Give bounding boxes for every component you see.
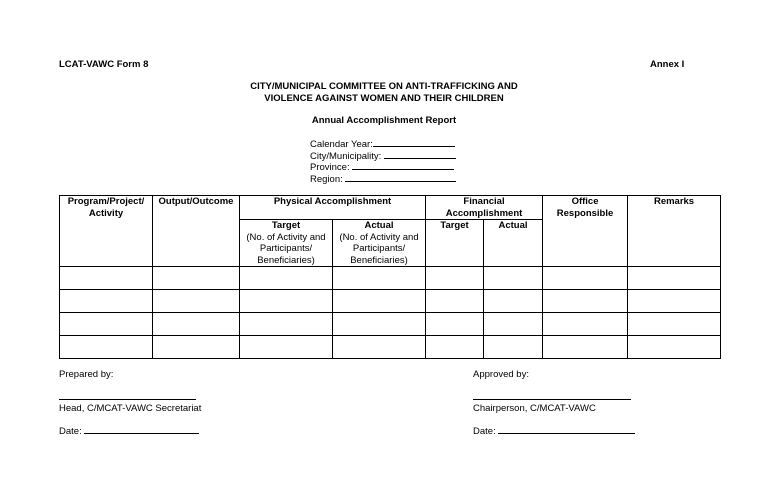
table-cell[interactable] [333,267,426,290]
table-cell[interactable] [628,267,721,290]
header-physical: Physical Accomplishment [240,196,426,220]
city-label: City/Municipality: [310,150,382,162]
table-cell[interactable] [60,336,153,359]
approved-date-field[interactable] [473,425,635,437]
prepared-by-label: Prepared by: [59,369,114,380]
table-cell[interactable] [60,313,153,336]
table-cell[interactable] [543,313,628,336]
table-cell[interactable] [484,336,543,359]
approved-date-line [498,425,635,434]
table-row [60,336,721,359]
table-cell[interactable] [543,336,628,359]
table-cell[interactable] [628,336,721,359]
table-cell[interactable] [426,267,484,290]
table-cell[interactable] [240,267,333,290]
header-phys-actual: Actual (No. of Activity and Participants/ Beneficiaries) [333,220,426,267]
table-cell[interactable] [484,267,543,290]
prepared-role: Head, C/MCAT-VAWC Secretariat [59,403,202,414]
table-cell[interactable] [153,290,240,313]
table-cell[interactable] [333,336,426,359]
committee-title-line1: CITY/MUNICIPAL COMMITTEE ON ANTI-TRAFFICKING AND [250,81,518,92]
form-id: LCAT-VAWC Form 8 [59,59,149,70]
approved-role: Chairperson, C/MCAT-VAWC [473,403,596,414]
table-cell[interactable] [543,290,628,313]
header-program: Program/Project/ Activity [60,196,153,267]
table-cell[interactable] [543,267,628,290]
table-cell[interactable] [333,290,426,313]
prepared-signature-line[interactable] [59,399,196,400]
table-cell[interactable] [426,290,484,313]
header-output: Output/Outcome [153,196,240,267]
table-cell[interactable] [240,313,333,336]
table-cell[interactable] [153,267,240,290]
header-financial: Financial Accomplishment [426,196,543,220]
approved-signature-line[interactable] [473,399,631,400]
header-remarks: Remarks [628,196,721,267]
table-cell[interactable] [240,336,333,359]
table-cell[interactable] [153,336,240,359]
city-line [384,150,456,159]
region-line [345,173,456,182]
table-cell[interactable] [60,267,153,290]
approved-by-label: Approved by: [473,369,529,380]
region-field[interactable] [310,173,456,186]
header-fin-target: Target [426,220,484,267]
table-body [60,267,721,359]
province-line [352,161,454,170]
region-label: Region: [310,173,343,185]
table-cell[interactable] [333,313,426,336]
header-office: Office Responsible [543,196,628,267]
table-cell[interactable] [628,313,721,336]
table-cell[interactable] [426,336,484,359]
prepared-date-field[interactable] [59,425,199,437]
table-cell[interactable] [240,290,333,313]
calendar-year-label: Calendar Year: [310,139,373,150]
table-cell[interactable] [484,290,543,313]
table-row [60,290,721,313]
header-fin-actual: Actual [484,220,543,267]
report-title: Annual Accomplishment Report [311,115,457,126]
table-cell[interactable] [60,290,153,313]
committee-title-line2: VIOLENCE AGAINST WOMEN AND THEIR CHILDREN [264,93,504,104]
calendar-year-line [373,138,455,147]
header-phys-target: Target (No. of Activity and Participants/ Beneficiaries) [240,220,333,267]
accomplishment-table [59,195,721,359]
prepared-date-line [84,425,199,434]
annex-label: Annex I [650,59,685,70]
table-cell[interactable] [484,313,543,336]
approved-date-label: Date: [473,426,496,437]
table-row [60,313,721,336]
table-row [60,267,721,290]
table-cell[interactable] [628,290,721,313]
table-cell[interactable] [426,313,484,336]
table-cell[interactable] [153,313,240,336]
province-label: Province: [310,162,350,173]
prepared-date-label: Date: [59,426,82,437]
